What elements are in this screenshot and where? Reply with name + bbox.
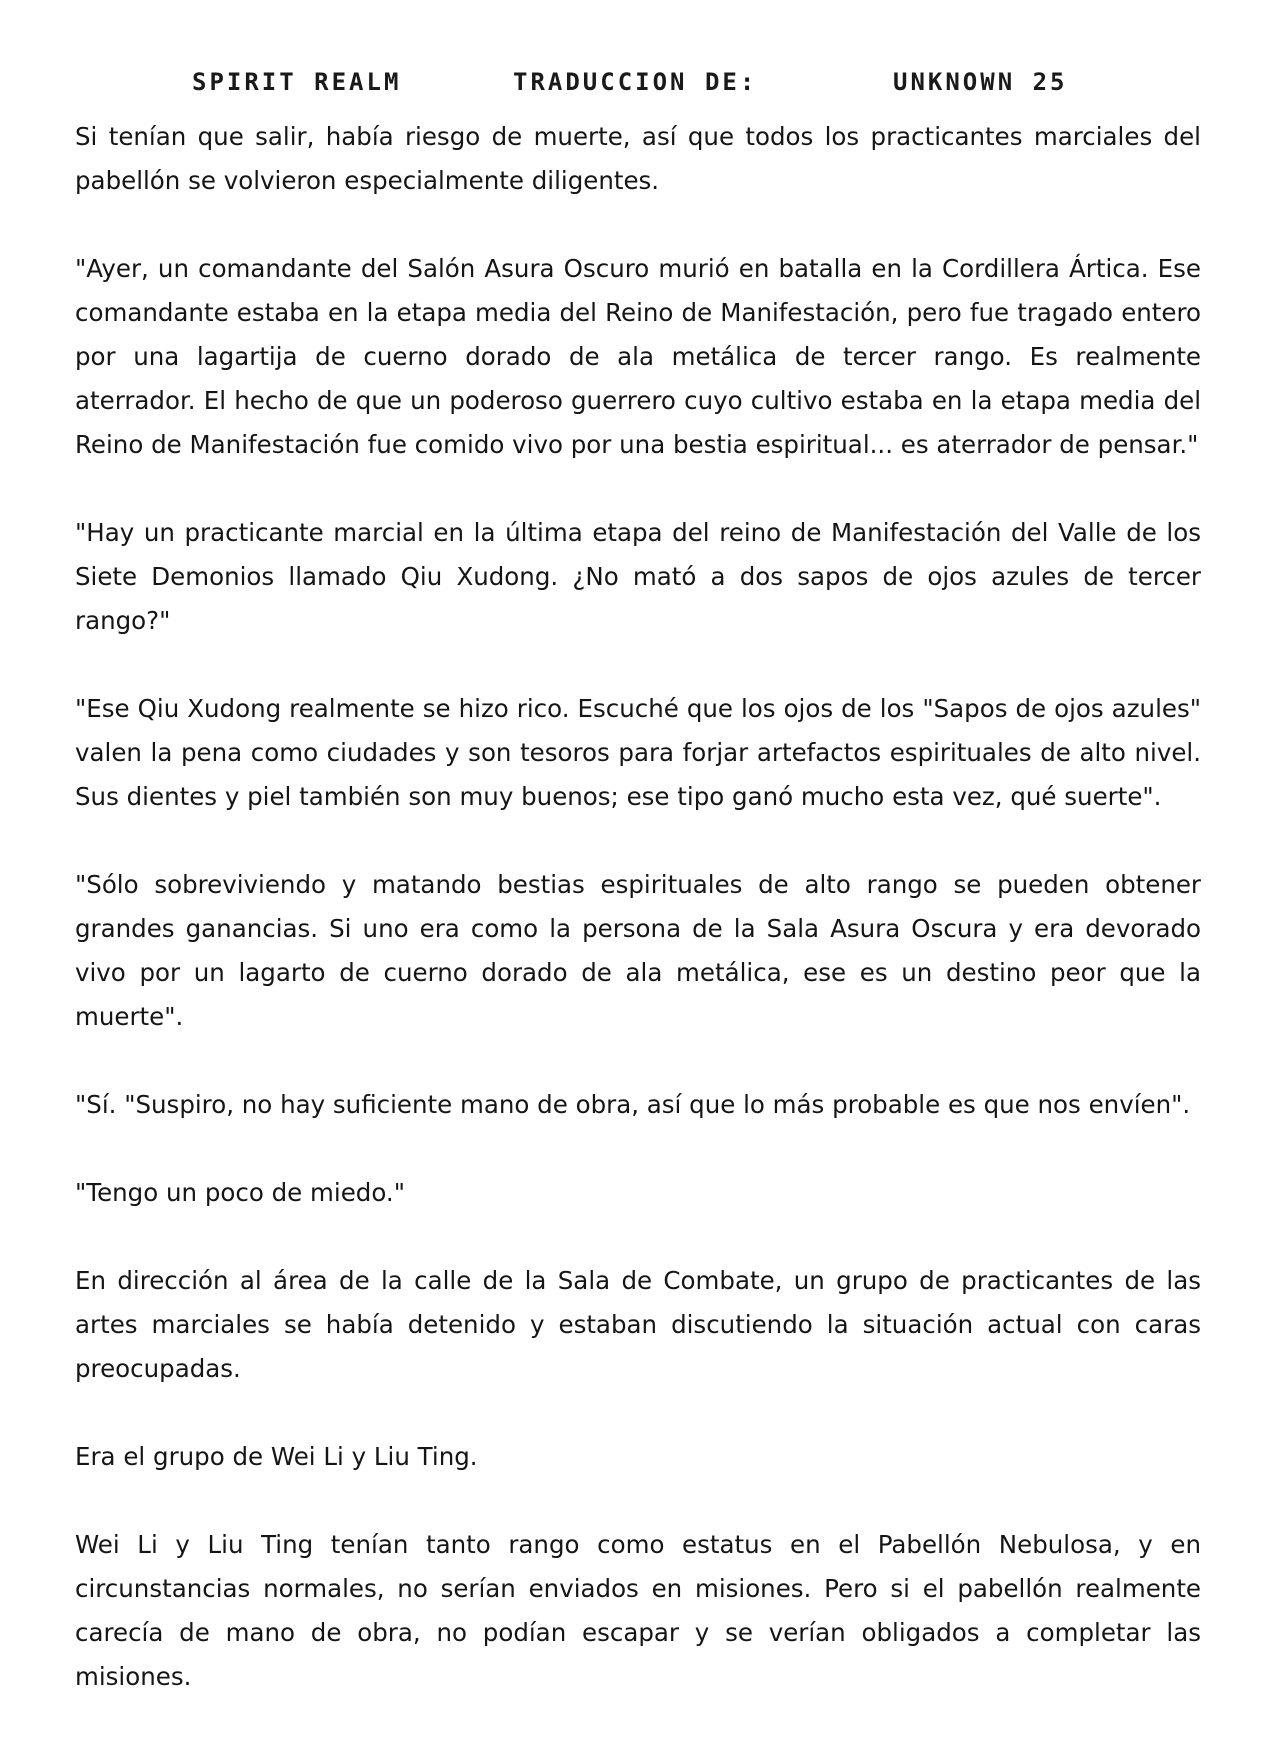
- paragraph: Si tenían que salir, había riesgo de muerte, así que todos los practicantes marciales del pabellón se volvieron especialmente diligentes.: [75, 122, 1201, 195]
- header-translator-name: UNKNOWN 25: [893, 68, 1068, 96]
- document-body: [75, 115, 1201, 1743]
- header-series-title: SPIRIT REALM: [192, 68, 402, 96]
- header-translation-label: TRADUCCION DE:: [513, 68, 758, 96]
- paragraph: "Sí. "Suspiro, no hay suficiente mano de obra, así que lo más probable es que nos envíen".: [75, 1090, 1191, 1119]
- running-header: [0, 68, 1275, 108]
- paragraph: Era el grupo de Wei Li y Liu Ting.: [75, 1442, 478, 1471]
- paragraph: "Ayer, un comandante del Salón Asura Oscuro murió en batalla en la Cordillera Ártica. Ese comandante estaba en la etapa media del Reino de Manifestación, pero fue tragado entero por una lagartija de cuerno dorado de ala metálica de tercer rango. Es realmente aterrador. El hecho de que un poderoso guerrero cuyo cultivo estaba en la etapa media del Reino de Manifestación fue comido vivo por una bestia espiritual... es aterrador de pensar.": [75, 254, 1201, 459]
- paragraph: "Tengo un poco de miedo.": [75, 1178, 405, 1207]
- paragraph: "Ese Qiu Xudong realmente se hizo rico. Escuché que los ojos de los "Sapos de ojos azules" valen la pena como ciudades y son tesoros para forjar artefactos espirituales de alto nivel. Sus dientes y piel también son muy buenos; ese tipo ganó mucho esta vez, qué suerte".: [75, 694, 1201, 811]
- paragraph: Wei Li y Liu Ting tenían tanto rango como estatus en el Pabellón Nebulosa, y en circunstancias normales, no serían enviados en misiones. Pero si el pabellón realmente carecía de mano de obra, no podían escapar y se verían obligados a completar las misiones.: [75, 1530, 1201, 1691]
- paragraph: "Hay un practicante marcial en la última etapa del reino de Manifestación del Valle de los Siete Demonios llamado Qiu Xudong. ¿No mató a dos sapos de ojos azules de tercer rango?": [75, 518, 1201, 635]
- paragraph: En dirección al área de la calle de la Sala de Combate, un grupo de practicantes de las artes marciales se había detenido y estaban discutiendo la situación actual con caras preocupadas.: [75, 1266, 1201, 1383]
- paragraph: "Sólo sobreviviendo y matando bestias espirituales de alto rango se pueden obtener grandes ganancias. Si uno era como la persona de la Sala Asura Oscura y era devorado vivo por un lagarto de cuerno dorado de ala metálica, ese es un destino peor que la muerte".: [75, 870, 1201, 1031]
